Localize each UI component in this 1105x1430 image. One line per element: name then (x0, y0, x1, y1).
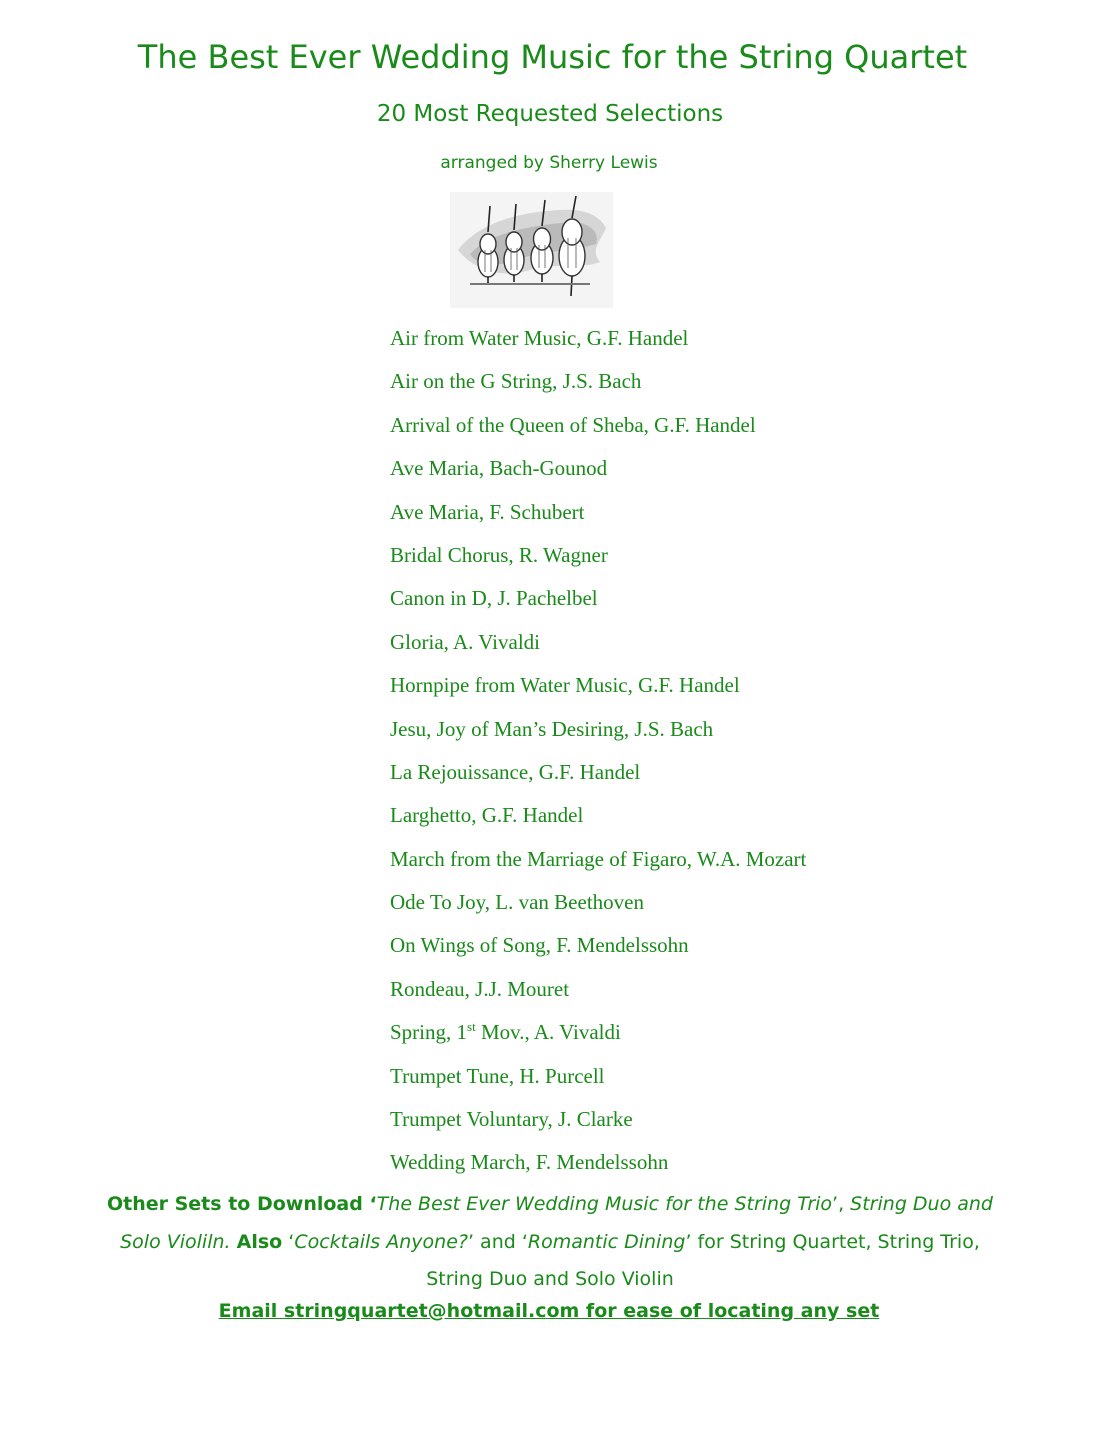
romantic-title: Romantic Dining (527, 1230, 686, 1253)
string-quartet-sketch-icon (450, 192, 613, 308)
text-fragment: ’, (832, 1193, 851, 1215)
list-item: Canon in D, J. Pachelbel (390, 586, 598, 611)
list-item-text: Mov., A. Vivaldi (475, 1020, 621, 1045)
list-item: March from the Marriage of Figaro, W.A. Mozart (390, 846, 807, 871)
text-fragment: ’ and ‘ (467, 1230, 528, 1253)
list-item: Rondeau, J.J. Mouret (390, 976, 570, 1001)
page-title: The Best Ever Wedding Music for the String Quartet (137, 38, 968, 76)
list-item: Hornpipe from Water Music, G.F. Handel (390, 673, 740, 698)
list-item-text: Spring, 1 (390, 1020, 468, 1045)
page-subtitle: 20 Most Requested Selections (376, 101, 724, 127)
list-item: Gloria, A. Vivaldi (390, 629, 541, 654)
other-sets-note (100, 1186, 1000, 1299)
list-item: Trumpet Voluntary, J. Clarke (390, 1107, 633, 1132)
trio-title: The Best Ever Wedding Music for the String Trio (376, 1193, 833, 1215)
list-item: On Wings of Song, F. Mendelssohn (390, 933, 689, 958)
text-fragment: ’ for String Quartet, String Trio, String Duo and Solo Violin (426, 1230, 980, 1290)
list-item: Larghetto, G.F. Handel (390, 803, 584, 828)
email-contact-link[interactable]: Email stringquartet@hotmail.com for ease of locating any set (218, 1300, 880, 1322)
list-item: Ave Maria, Bach-Gounod (390, 456, 608, 481)
list-item (390, 1016, 806, 1059)
list-item: La Rejouissance, G.F. Handel (390, 759, 641, 784)
text-fragment: ‘ (282, 1230, 295, 1253)
cocktails-title: Cocktails Anyone? (294, 1230, 468, 1253)
list-item: Arrival of the Queen of Sheba, G.F. Handel (390, 412, 756, 437)
list-item: Air on the G String, J.S. Bach (390, 369, 642, 394)
list-item: Bridal Chorus, R. Wagner (390, 542, 608, 567)
list-item: Ode To Joy, L. van Beethoven (390, 890, 644, 915)
list-item: Wedding March, F. Mendelssohn (390, 1150, 669, 1175)
also-label: Also (236, 1230, 283, 1253)
list-item: Trumpet Tune, H. Purcell (390, 1063, 605, 1088)
ordinal-suffix: st (467, 1019, 476, 1035)
other-sets-lead: Other Sets to Download ‘ (106, 1193, 377, 1215)
list-item: Air from Water Music, G.F. Handel (390, 326, 689, 350)
list-item: Jesu, Joy of Man’s Desiring, J.S. Bach (390, 716, 714, 741)
list-item: Ave Maria, F. Schubert (390, 499, 585, 524)
selections-list (390, 322, 806, 1190)
arranger-credit: arranged by Sherry Lewis (440, 153, 658, 173)
duo-solo-title: String Duo and Solo Violiln. (120, 1193, 993, 1253)
